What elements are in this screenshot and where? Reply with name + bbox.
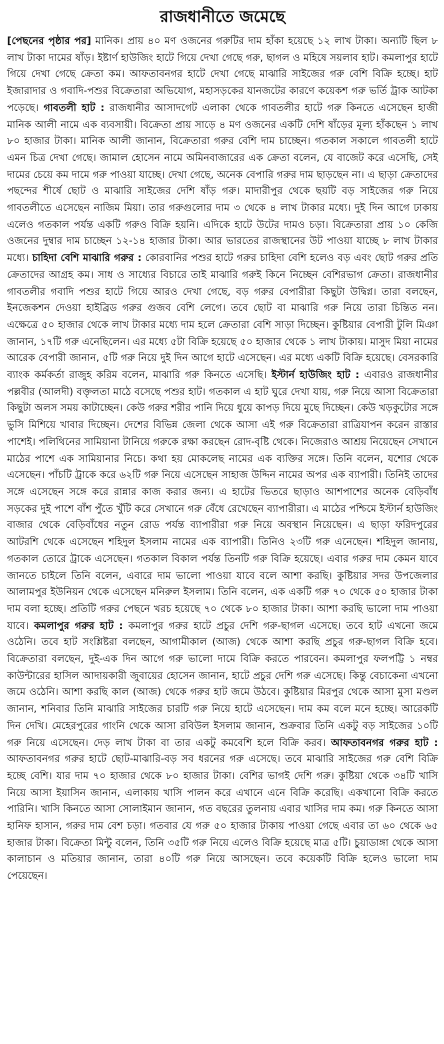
article-paragraph-kamalapur: কমলাপুর গরুর হাটে প্রচুর দেশি গরু-ছাগল এসেছে। তবে হাট এখনো জমে ওঠেনি। তবে হাট সংশ্লিষ্টরা বলছেন, আগামীকাল (আজ) থেকে আশা করছি প্রচুর গরু-ছাগল বিক্রি হবে। বিক্রেতারা বলছেন, দুই-এক দিন আগে গরু ভালো দামে বিক্রি করতে পারবেন। কমলাপুর ফলপট্টি ১ নম্বর কাউন্টারের হাসিল আদায়কারী জুবায়ের হোসেন জানান, হাটে প্রচুর দেশি গরু এসেছে। কিন্তু বেচাকেনা এখনো জমে ওঠেনি। আশা করছি কাল (আজ) থেকে গরুর হাট জমে উঠবে। কুষ্টিয়ার মিরপুর থেকে আসা মুসা মণ্ডল জানান, শনিবার তিনি মাঝারি সাইজের চারটি গরু নিয়ে হাটে এসেছেন। দাম কম বলে মনে হচ্ছে। আরেকটি দিন দেখি। মেহেরপুরের গাংনি থেকে আসা রবিউল ইসলাম জানান, শুক্রবার তিনি একটু বড় সাইজের ১০টি গরু নিয়ে এসেছেন। দেড় লাখ টাকা বা তার একটু কমবেশি হলে বিক্রি করব। xyxy=(7,620,439,749)
article-headline: রাজধানীতে জমেছে xyxy=(159,7,286,26)
article-paragraph-eastern-housing: এবারও রাজধানীর পল্লবীর (আলদী) বক্তৃলতা মাঠে বসেছে পশুর হাট। গতকাল এ হাট ঘুরে দেখা যায়, গরু নিয়ে আসা বিক্রেতারা কিছুটা অলস সময় কাটাচ্ছেন। কেউ গরুর শরীর পানি দিয়ে ধুয়ে কাপড় দিয়ে মুছে দিচ্ছেন। কেউ খড়কুটোর সঙ্গে ভুসি মিশিয়ে খাবার দিচ্ছেন। দেশের বিভিন্ন জেলা থেকে আসা এই গরু বিক্রেতারা রাত্রিযাপন করেন রাস্তার পাশেই। পলিথিনের সামিয়ানা টানিয়ে গরুকে রক্ষা করছেন রোদ-বৃষ্টি থেকে। নিজেরাও আশ্রয় নিয়েছেন সেখানে মাঠের পাশে এক সামিয়ানার নিচে। কথা হয় মোকলেছ নামের এক ব্যক্তির সঙ্গে। তিনি বলেন, যশোর থেকে এসেছেন। পাঁচটি ট্রাকে করে ৬২টি গরু নিয়ে এসেছেন সাহাজ উদ্দিন নামের অপর এক ব্যাপারী। তিনিই তাদের সঙ্গে এসেছেন সঙ্গে করে রান্নার কাজ করার জন্য। এ হাটের ভিতরে ছাড়াও আশপাশের অনেক বেড়িবাঁধ সড়কের দুই পাশে বাঁশ পুঁতে খুঁটি করে সেখানে গরু বেঁধে রেখেছেন ব্যাপারীরা। এ মাঠের পশ্চিমে ইস্টার্ন হাউজিং বাজার থেকে বেড়িবাঁধের নতুন রোড পর্যন্ত ব্যাপারীরা গরু নিয়ে অবস্থান নিয়েছেন। এ ছাড়া ফরিদপুরের আটরশি থেকে এসেছেন শহিদুল ইসলাম নামের এক ব্যাপারী। তিনিও ২৩টি গরু এনেছেন। শহিদুল জানায়, গতকাল তোরে ট্রাকে এসেছেন। গতকাল বিকাল পর্যন্ত তিনটি গরু বিক্রি হয়েছে। এবার গরুর দাম কেমন যাবে জানতে চাইলে তিনি বলেন, এবারে দাম ভালো পাওয়া যাবে বলে আশা করছি। কুষ্টিয়ার সদর উপজেলার আলামপুর ইউনিয়ন থেকে এসেছেন মনিরুল ইসলাম। তিনি বলেন, এক একটি গরু ৭০ থেকে ৫০ হাজার টাকা দাম বলা হচ্ছে। প্রতিটি গরুর পেছনে খরচ হয়েছে ৭০ থেকে ৮০ হাজার টাকা। আশা করছি ভালো দাম পাওয়া যাবে। xyxy=(7,370,439,632)
subhead-medium-cattle-demand: চাহিদা বেশি মাঝারি গরুর : xyxy=(32,253,142,265)
article-paragraph-gabtoli: রাজধানীর আসাদগেট এলাকা থেকে গাবতলীর হাটে গরু কিনতে এসেছেন হাজী মানিক আলী নামে এক ব্যবসায়ী। বিক্রেতা প্রায় সাড়ে ৪ মণ ওজনের একটি দেশি ষাঁড়ের মূল্য হাঁকছেন ১ লাখ ৮০ হাজার টাকা। মানিক আলী জানান, বিক্রেতারা গরুর বেশি দাম চাচ্ছেন। গতকাল সকালে গাবতলী হাটে এমন চিত্র দেখা গেছে। জামাল হোসেন নামে অমিনবাজারের এক ক্রেতা বলেন, যে বাজেট করে এসেছি, সেই দামের চেয়ে কম দামে গরু পাওয়া যাচ্ছে। দেখা গেছে, অনেক বেপারি গরুর দাম ছাড়ছেন না। এ ছাড়া ক্রেতাদের পছন্দের শীর্ষে ছোট ও মাঝারি সাইজের দেশি ষাঁড় গরু। মাদারীপুর থেকে ছয়টি বড় সাইজের গরু নিয়ে গাবতলীতে এসেছেন নাজিম মিয়া। তার গরুগুলোর দাম ৩ থেকে ৪ লাখ টাকার মধ্যে। দুই দিন আগে ঢাকায় এলেও গতকাল পর্যন্ত একটি গরুও বিক্রি হয়নি। এদিকে হাটে উটের দামও চড়া। বিক্রেতারা প্রায় ১০ কেজি ওজনের দুম্বার দাম চাচ্ছেন ১২-১৪ হাজার টাকা। আর ভারতের রাজস্থানের উট পাওয়া যাচ্ছে ৮ লাখ টাকার মধ্যে। xyxy=(7,102,439,265)
article-paragraph-medium-cattle: কোরবানির পশুর হাটে গরুর চাহিদা বেশি হলেও বড় এবং ছোট গরুর প্রতি ক্রেতাদের আগ্রহ কম। সাধ ও সাধ্যের বিচারে তাই মাঝারি গরুই কিনে নিচ্ছেন বেশিরভাগ ক্রেতা। রাজধানীর গাবতলীর গবাদি পশুর হাটে গিয়ে আরও দেখা গেছে, বড় গরুর বেপারীরা কিছুটা উদ্বিগ্ন। তারা বলছেন, ইনজেকশন দেওয়া হাইব্রিড গরুর গুজব বেশি লেগে। তবে ছোট বা মাঝারি গরু নিয়ে তারা চিন্তিত নন। এক্ষেত্রে ৫০ হাজার থেকে লাখ টাকার মধ্যে দাম হলে ক্রেতারা বেশি সাড়া দিচ্ছেন। কুষ্টিয়ার বেপারী টুলি মিঞা জানান, ১৭টি গরু এনেছিলেন। এর মধ্যে ৫টা বিক্রি হয়েছে ৫০ হাজার থেকে ১ লাখ টাকায়। মাসুদ মিয়া নামের আরেক বেপারী জানান, ৫টি গরু নিয়ে দুই দিন আগে হাটে এসেছেন। এর মধ্যে একটি বিক্রি হয়েছে। বেসরকারি ব্যাংক কর্মকর্তা রাজুহ করিম বলেন, মাঝারি গরু কিনতে এসেছি। xyxy=(7,253,439,382)
continued-from-back-page-label: [পেছনের পৃষ্ঠার পর] xyxy=(7,36,92,47)
subhead-gabtoli-market: গাবতলী হাট : xyxy=(43,102,105,114)
article-body xyxy=(7,34,438,886)
subhead-eastern-housing-market: ইস্টার্ন হাউজিং হাট : xyxy=(271,370,360,382)
article-paragraph-intro: মানিক। প্রায় ৪০ মণ ওজনের গরুটির দাম হাঁকা হয়েছে ১২ লাখ টাকা। অন্যটি ছিল ৮ লাখ টাকা দামের ষাঁড়। ইষ্টার্ণ হাউজিং হাটে গিয়ে দেখা গেছে গরু, ছাগল ও মহিষে সয়লাব হাট। কমলাপুর হাটে গিয়ে দেখা গেছে ক্রেতা কম। আফতাবনগর হাটে দেখা গেছে মাঝারি সাইজের গরু বেশি বিক্রি হচ্ছে। হাট ইজারাদার ও গবাদি-পশুর বিক্রেতারা অভিযোগ, মহাসড়কের যানজটের কারণে কয়েকশ গরু ভর্তি ট্রাক আটকা পড়েছে। xyxy=(7,36,438,114)
subhead-aftabnagar-market: আফতাবনগর গরুর হাট : xyxy=(331,737,438,749)
article-paragraph-aftabnagar: আফতাবনগর গরুর হাটে ছোট-মাঝারি-বড় সব ধরনের গরু এসেছে। তবে মাঝারি সাইজের গরু বেশি বিক্রি হচ্ছে বেশি। যার দাম ৭০ হাজার থেকে ৮০ হাজার টাকা। বেশির ভাগই দেশি গরু। কুষ্টিয়া থেকে ৩৪টি খাসি নিয়ে আসা ইয়াসিন জানান, এলাকায় খাসি পালন করে এখানে এনে বিক্রি করেছি। একখানো বিক্রি করতে পারিনি। খাসি কিনতে আসা সোলাইমান জানান, গত বছরের তুলনায় এবার খাসির দাম কম। গরু কিনতে আসা হানিফ হাসান, গরুর দাম বেশ চড়া। গতবার যে গরু ৫০ হাজার টাকায় পাওয়া গেছে এবার তা ৬০ থেকে ৬৫ হাজার টাকা। বিক্রেতা মিন্টু বলেন, তিনি ৩৫টি গরু নিয়ে এলেও বিক্রি হয়েছে মাত্র ৫টি। চুয়াডাঙ্গা থেকে আসা কালাচান ও মতিয়ার জানান, তারা ৪০টি গরু নিয়ে আসছেন। তবে কয়েকটি বিক্রি হলেও ভালো দাম পেয়েছেন। xyxy=(7,754,438,883)
subhead-kamalapur-market: কমলাপুর গরুর হাট : xyxy=(34,620,124,632)
